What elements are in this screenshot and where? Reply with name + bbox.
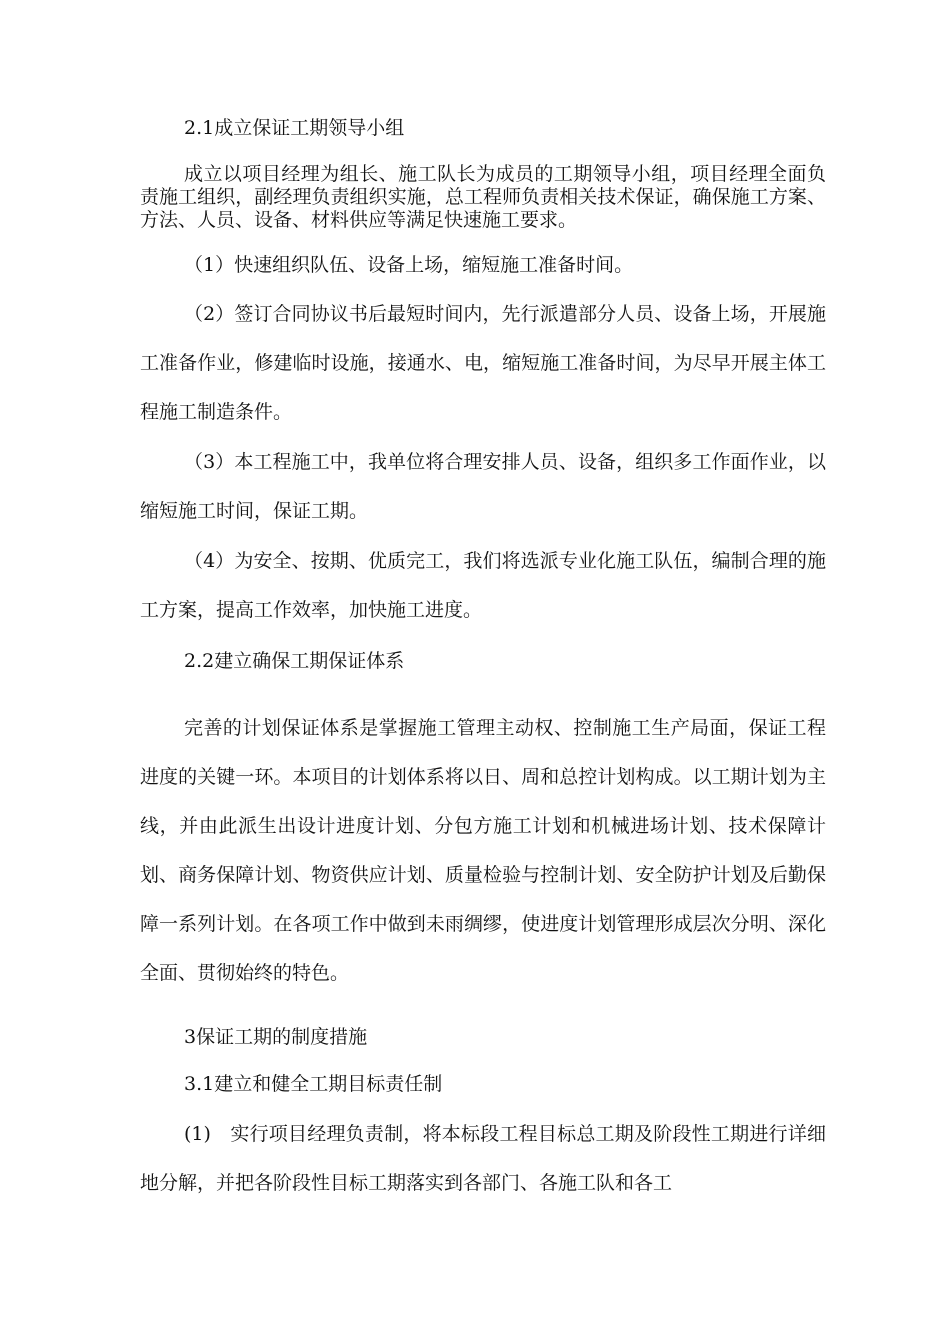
section-heading-2-1: 2.1成立保证工期领导小组 — [184, 117, 405, 139]
list-item-2: （2）签订合同协议书后最短时间内，先行派遣部分人员、设备上场，开展施工准备作业，修建临时设施，接通水、电，缩短施工准备时间，为尽早开展主体工程施工制造条件。 — [140, 303, 826, 423]
list-item-4: （4）为安全、按期、优质完工，我们将选派专业化施工队伍，编制合理的施工方案，提高工作效率，加快施工进度。 — [140, 550, 826, 621]
paragraph-2-2: 完善的计划保证体系是掌握施工管理主动权、控制施工生产局面，保证工程进度的关键一环。本项目的计划体系将以日、周和总控计划构成。以工期计划为主线，并由此派生出设计进度计划、分包方施工计划和机械进场计划、技术保障计划、商务保障计划、物资供应计划、质量检验与控制计划、安全防护计划及后勤保障一系列计划。在各项工作中做到未雨绸缪，使进度计划管理形成层次分明、深化全面、贯彻始终的特色。 — [140, 717, 826, 984]
list-item-3-1-1: (1) 实行项目经理负责制，将本标段工程目标总工期及阶段性工期进行详细地分解，并把各阶段性目标工期落实到各部门、各施工队和各工 — [140, 1123, 826, 1194]
section-heading-2-2: 2.2建立确保工期保证体系 — [184, 650, 405, 672]
list-item-3: （3）本工程施工中，我单位将合理安排人员、设备，组织多工作面作业，以缩短施工时间，保证工期。 — [140, 451, 826, 522]
list-item-1: （1）快速组织队伍、设备上场，缩短施工准备时间。 — [184, 254, 634, 276]
section-heading-3: 3保证工期的制度措施 — [184, 1026, 368, 1048]
section-heading-3-1: 3.1建立和健全工期目标责任制 — [184, 1073, 443, 1095]
paragraph-2-1-intro: 成立以项目经理为组长、施工队长为成员的工期领导小组，项目经理全面负责施工组织，副经理负责组织实施，总工程师负责相关技术保证，确保施工方案、方法、人员、设备、材料供应等满足快速施工要求。 — [140, 163, 826, 231]
